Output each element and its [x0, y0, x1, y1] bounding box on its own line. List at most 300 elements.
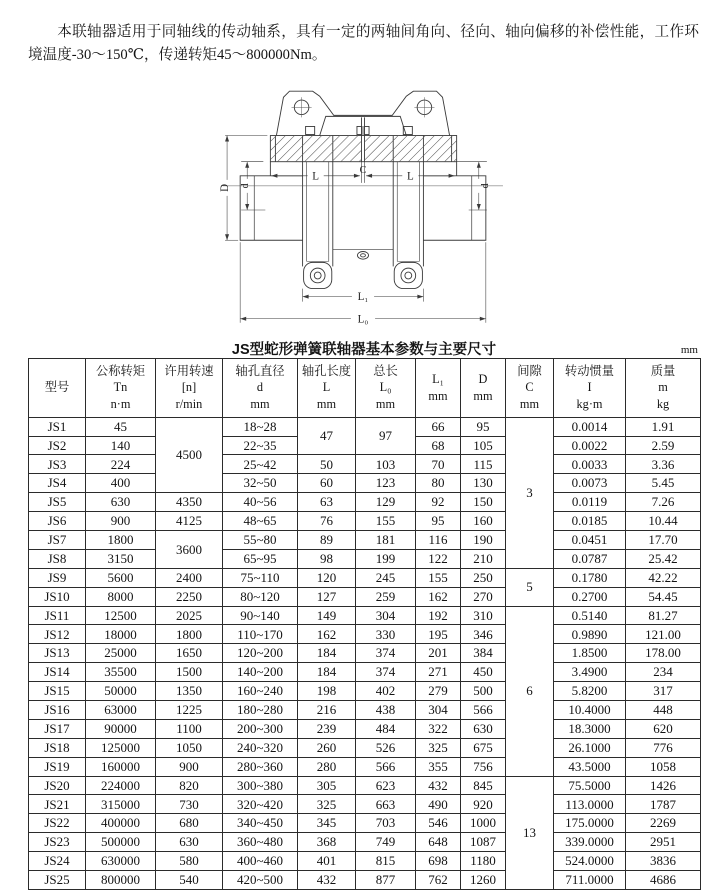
- table-cell: JS25: [29, 871, 86, 890]
- table-cell: 90~140: [223, 606, 298, 625]
- table-cell: 623: [356, 776, 416, 795]
- table-cell: 105: [461, 436, 506, 455]
- table-cell: 140: [86, 436, 156, 455]
- table-row: [29, 852, 701, 871]
- table-cell: 5.45: [626, 474, 701, 493]
- table-cell: 1350: [156, 682, 223, 701]
- table-cell: 7.26: [626, 493, 701, 512]
- table-cell: 0.1780: [554, 568, 626, 587]
- table-cell: 345: [298, 814, 356, 833]
- table-cell: 175.0000: [554, 814, 626, 833]
- table-cell: 260: [298, 738, 356, 757]
- table-cell: 68: [416, 436, 461, 455]
- table-cell: 360~480: [223, 833, 298, 852]
- column-header: L₁ mm: [416, 358, 461, 417]
- table-cell: 17.70: [626, 531, 701, 550]
- table-cell: 0.0185: [554, 512, 626, 531]
- table-cell: 1650: [156, 644, 223, 663]
- table-cell: 81.27: [626, 606, 701, 625]
- table-cell: 2400: [156, 568, 223, 587]
- table-cell: 703: [356, 814, 416, 833]
- table-cell: 1180: [461, 852, 506, 871]
- table-cell: 2025: [156, 606, 223, 625]
- hub-block-right: [423, 176, 485, 240]
- table-cell: 50000: [86, 682, 156, 701]
- table-cell: 0.5140: [554, 606, 626, 625]
- table-cell: 304: [356, 606, 416, 625]
- dim-label-L-left: L: [311, 170, 319, 183]
- table-row: [29, 455, 701, 474]
- table-cell: 450: [461, 663, 506, 682]
- table-cell: 310: [461, 606, 506, 625]
- table-cell: 80~120: [223, 587, 298, 606]
- table-row: [29, 531, 701, 550]
- table-cell: 35500: [86, 663, 156, 682]
- table-cell: 1800: [156, 625, 223, 644]
- table-cell: 25.42: [626, 549, 701, 568]
- table-cell: 1058: [626, 757, 701, 776]
- table-cell: 155: [416, 568, 461, 587]
- table-cell: 484: [356, 719, 416, 738]
- parameters-table: [28, 358, 701, 890]
- cover-outline: [276, 91, 449, 135]
- table-cell: 50: [298, 455, 356, 474]
- table-cell: 26.1000: [554, 738, 626, 757]
- table-cell: 4686: [626, 871, 701, 890]
- table-cell: 113.0000: [554, 795, 626, 814]
- table-cell: 900: [86, 512, 156, 531]
- column-header: D mm: [461, 358, 506, 417]
- table-row: [29, 871, 701, 890]
- dim-label-L0: L₀: [357, 313, 368, 326]
- table-row: [29, 474, 701, 493]
- table-cell: 500000: [86, 833, 156, 852]
- table-cell: 420~500: [223, 871, 298, 890]
- table-cell: 63000: [86, 701, 156, 720]
- table-cell: 150: [461, 493, 506, 512]
- table-cell: JS21: [29, 795, 86, 814]
- table-cell: JS4: [29, 474, 86, 493]
- table-cell: 1260: [461, 871, 506, 890]
- table-cell: 320~420: [223, 795, 298, 814]
- table-cell: 92: [416, 493, 461, 512]
- table-cell: 6: [506, 606, 554, 776]
- table-cell: 76: [298, 512, 356, 531]
- table-cell: JS9: [29, 568, 86, 587]
- table-cell: 2951: [626, 833, 701, 852]
- dim-label-L1: L₁: [357, 291, 368, 304]
- table-cell: 845: [461, 776, 506, 795]
- table-cell: 711.0000: [554, 871, 626, 890]
- table-cell: 580: [156, 852, 223, 871]
- table-cell: 304: [416, 701, 461, 720]
- table-cell: 32~50: [223, 474, 298, 493]
- table-cell: 18000: [86, 625, 156, 644]
- table-cell: 224000: [86, 776, 156, 795]
- table-cell: 95: [416, 512, 461, 531]
- table-cell: 162: [298, 625, 356, 644]
- table-cell: 438: [356, 701, 416, 720]
- table-cell: 239: [298, 719, 356, 738]
- table-cell: 216: [298, 701, 356, 720]
- table-cell: 1.8500: [554, 644, 626, 663]
- table-cell: 630: [461, 719, 506, 738]
- table-cell: 10.44: [626, 512, 701, 531]
- table-cell: 178.00: [626, 644, 701, 663]
- table-cell: 97: [356, 417, 416, 455]
- table-cell: 566: [461, 701, 506, 720]
- table-cell: 184: [298, 644, 356, 663]
- table-cell: 5600: [86, 568, 156, 587]
- table-cell: 877: [356, 871, 416, 890]
- table-cell: 524.0000: [554, 852, 626, 871]
- table-cell: 776: [626, 738, 701, 757]
- table-cell: 4500: [156, 417, 223, 493]
- table-cell: 103: [356, 455, 416, 474]
- table-cell: 500: [461, 682, 506, 701]
- dim-label-d-right: d: [479, 183, 491, 189]
- table-cell: JS16: [29, 701, 86, 720]
- table-title-row: [28, 338, 700, 356]
- table-cell: 90000: [86, 719, 156, 738]
- table-cell: 730: [156, 795, 223, 814]
- table-cell: 300~380: [223, 776, 298, 795]
- table-cell: 762: [416, 871, 461, 890]
- table-row: [29, 606, 701, 625]
- table-cell: 432: [416, 776, 461, 795]
- column-header: 总长 L₀ mm: [356, 358, 416, 417]
- table-cell: 224: [86, 455, 156, 474]
- table-cell: 48~65: [223, 512, 298, 531]
- table-cell: 149: [298, 606, 356, 625]
- boss-right: [394, 262, 422, 288]
- table-cell: 317: [626, 682, 701, 701]
- table-cell: 0.2700: [554, 587, 626, 606]
- table-cell: JS24: [29, 852, 86, 871]
- table-cell: 368: [298, 833, 356, 852]
- table-cell: 355: [416, 757, 461, 776]
- table-cell: 2250: [156, 587, 223, 606]
- table-cell: 210: [461, 549, 506, 568]
- table-cell: 259: [356, 587, 416, 606]
- table-cell: 3836: [626, 852, 701, 871]
- table-cell: 180~280: [223, 701, 298, 720]
- column-header: 型号: [29, 358, 86, 417]
- table-cell: 120~200: [223, 644, 298, 663]
- table-cell: 648: [416, 833, 461, 852]
- table-cell: 160: [461, 512, 506, 531]
- table-cell: 3600: [156, 531, 223, 569]
- table-cell: 123: [356, 474, 416, 493]
- table-cell: 13: [506, 776, 554, 889]
- table-cell: 160000: [86, 757, 156, 776]
- table-cell: 920: [461, 795, 506, 814]
- table-cell: 66: [416, 417, 461, 436]
- column-header: 转动惯量 I kg·m: [554, 358, 626, 417]
- table-cell: 43.5000: [554, 757, 626, 776]
- table-cell: 1787: [626, 795, 701, 814]
- table-cell: 280~360: [223, 757, 298, 776]
- dim-label-C: C: [359, 164, 366, 176]
- table-cell: 620: [626, 719, 701, 738]
- table-cell: 448: [626, 701, 701, 720]
- table-cell: 900: [156, 757, 223, 776]
- table-cell: 330: [356, 625, 416, 644]
- table-cell: JS11: [29, 606, 86, 625]
- table-cell: 0.0033: [554, 455, 626, 474]
- table-cell: 18.3000: [554, 719, 626, 738]
- table-cell: 305: [298, 776, 356, 795]
- table-cell: 8000: [86, 587, 156, 606]
- table-cell: 630: [156, 833, 223, 852]
- intro-text: 本联轴器适用于同轴线的传动轴系，具有一定的两轴间角向、径向、轴向偏移的补偿性能，工作环境温度-30～150℃，传递转矩45～800000Nm。: [28, 23, 699, 63]
- cover-inner: [319, 116, 406, 135]
- column-header: 轴孔直径 d mm: [223, 358, 298, 417]
- table-cell: 1.91: [626, 417, 701, 436]
- table-cell: 322: [416, 719, 461, 738]
- table-cell: 1225: [156, 701, 223, 720]
- table-cell: 10.4000: [554, 701, 626, 720]
- table-header-row: [29, 358, 701, 417]
- table-cell: JS3: [29, 455, 86, 474]
- table-cell: 162: [416, 587, 461, 606]
- table-cell: 279: [416, 682, 461, 701]
- table-cell: 42.22: [626, 568, 701, 587]
- table-cell: 0.0014: [554, 417, 626, 436]
- document-page: [0, 15, 725, 890]
- table-cell: 698: [416, 852, 461, 871]
- boss-left: [303, 262, 331, 288]
- table-cell: 340~450: [223, 814, 298, 833]
- table-cell: 630000: [86, 852, 156, 871]
- table-cell: 540: [156, 871, 223, 890]
- table-cell: 3: [506, 417, 554, 568]
- table-cell: 339.0000: [554, 833, 626, 852]
- table-cell: 815: [356, 852, 416, 871]
- table-cell: 98: [298, 549, 356, 568]
- unit-label: mm: [680, 343, 698, 356]
- table-row: [29, 587, 701, 606]
- coupling-figure: [217, 82, 509, 334]
- table-cell: 116: [416, 531, 461, 550]
- table-cell: 402: [356, 682, 416, 701]
- table-cell: 192: [416, 606, 461, 625]
- table-cell: JS20: [29, 776, 86, 795]
- table-cell: 130: [461, 474, 506, 493]
- table-cell: 1000: [461, 814, 506, 833]
- table-cell: 271: [416, 663, 461, 682]
- table-cell: 566: [356, 757, 416, 776]
- table-row: [29, 833, 701, 852]
- table-cell: JS12: [29, 625, 86, 644]
- table-cell: 129: [356, 493, 416, 512]
- table-cell: 800000: [86, 871, 156, 890]
- table-cell: 45: [86, 417, 156, 436]
- table-row: [29, 644, 701, 663]
- table-cell: JS10: [29, 587, 86, 606]
- table-cell: 40~56: [223, 493, 298, 512]
- table-cell: 47: [298, 417, 356, 455]
- table-cell: 198: [298, 682, 356, 701]
- center-plug: [357, 251, 368, 259]
- table-cell: 120: [298, 568, 356, 587]
- table-cell: 4350: [156, 493, 223, 512]
- table-row: [29, 568, 701, 587]
- table-cell: 325: [416, 738, 461, 757]
- hatching: [270, 135, 456, 161]
- table-row: [29, 701, 701, 720]
- table-cell: 401: [298, 852, 356, 871]
- table-title: JS型蛇形弹簧联轴器基本参数与主要尺寸: [231, 341, 497, 358]
- table-cell: 22~35: [223, 436, 298, 455]
- table-cell: 1800: [86, 531, 156, 550]
- table-cell: 400000: [86, 814, 156, 833]
- table-cell: 1087: [461, 833, 506, 852]
- table-cell: 115: [461, 455, 506, 474]
- table-cell: 526: [356, 738, 416, 757]
- table-row: [29, 625, 701, 644]
- table-cell: 195: [416, 625, 461, 644]
- table-cell: 25~42: [223, 455, 298, 474]
- table-cell: 546: [416, 814, 461, 833]
- table-cell: 820: [156, 776, 223, 795]
- table-cell: 490: [416, 795, 461, 814]
- table-cell: 0.0073: [554, 474, 626, 493]
- table-cell: 270: [461, 587, 506, 606]
- table-cell: JS6: [29, 512, 86, 531]
- coupling-diagram: [217, 82, 509, 329]
- table-cell: 121.00: [626, 625, 701, 644]
- table-cell: 250: [461, 568, 506, 587]
- table-cell: 80: [416, 474, 461, 493]
- table-cell: 675: [461, 738, 506, 757]
- table-cell: 25000: [86, 644, 156, 663]
- table-cell: 315000: [86, 795, 156, 814]
- table-cell: JS1: [29, 417, 86, 436]
- dim-label-L-right: L: [406, 170, 414, 183]
- table-cell: 400~460: [223, 852, 298, 871]
- table-cell: 3.36: [626, 455, 701, 474]
- column-header: 公称转矩 Tn n·m: [86, 358, 156, 417]
- table-cell: 0.0787: [554, 549, 626, 568]
- table-cell: 1100: [156, 719, 223, 738]
- table-cell: 155: [356, 512, 416, 531]
- table-row: [29, 776, 701, 795]
- table-cell: 630: [86, 493, 156, 512]
- table-row: [29, 738, 701, 757]
- table-cell: 125000: [86, 738, 156, 757]
- table-row: [29, 682, 701, 701]
- table-cell: JS17: [29, 719, 86, 738]
- table-cell: JS18: [29, 738, 86, 757]
- table-row: [29, 757, 701, 776]
- table-cell: 190: [461, 531, 506, 550]
- table-cell: JS5: [29, 493, 86, 512]
- table-cell: 3150: [86, 549, 156, 568]
- fastener-left: [305, 126, 314, 134]
- table-row: [29, 549, 701, 568]
- table-cell: 756: [461, 757, 506, 776]
- table-cell: 663: [356, 795, 416, 814]
- table-cell: 374: [356, 663, 416, 682]
- table-cell: 5: [506, 568, 554, 606]
- table-cell: 110~170: [223, 625, 298, 644]
- table-row: [29, 795, 701, 814]
- table-row: [29, 814, 701, 833]
- table-cell: 5.8200: [554, 682, 626, 701]
- table-cell: 54.45: [626, 587, 701, 606]
- table-cell: 70: [416, 455, 461, 474]
- column-header: 间隙 C mm: [506, 358, 554, 417]
- table-cell: 0.0022: [554, 436, 626, 455]
- table-cell: 240~320: [223, 738, 298, 757]
- table-cell: 12500: [86, 606, 156, 625]
- table-cell: 140~200: [223, 663, 298, 682]
- table-cell: 181: [356, 531, 416, 550]
- table-cell: 127: [298, 587, 356, 606]
- column-header: 质量 m kg: [626, 358, 701, 417]
- table-cell: 63: [298, 493, 356, 512]
- table-row: [29, 512, 701, 531]
- table-row: [29, 493, 701, 512]
- table-cell: 55~80: [223, 531, 298, 550]
- table-cell: 1426: [626, 776, 701, 795]
- table-cell: 201: [416, 644, 461, 663]
- table-cell: 384: [461, 644, 506, 663]
- table-cell: 432: [298, 871, 356, 890]
- table-cell: 160~240: [223, 682, 298, 701]
- table-cell: JS19: [29, 757, 86, 776]
- table-cell: JS2: [29, 436, 86, 455]
- table-cell: 0.9890: [554, 625, 626, 644]
- table-cell: 4125: [156, 512, 223, 531]
- dim-label-d-left: d: [239, 183, 251, 189]
- table-cell: 2269: [626, 814, 701, 833]
- table-cell: 1050: [156, 738, 223, 757]
- table-row: [29, 417, 701, 436]
- table-row: [29, 719, 701, 738]
- table-cell: 18~28: [223, 417, 298, 436]
- flange-band: [270, 135, 456, 161]
- table-cell: 89: [298, 531, 356, 550]
- table-cell: 1500: [156, 663, 223, 682]
- column-header: 轴孔长度 L mm: [298, 358, 356, 417]
- table-cell: 0.0119: [554, 493, 626, 512]
- table-cell: 680: [156, 814, 223, 833]
- column-header: 许用转速 [n] r/min: [156, 358, 223, 417]
- table-cell: 60: [298, 474, 356, 493]
- table-cell: JS8: [29, 549, 86, 568]
- dim-label-D: D: [218, 183, 231, 192]
- table-cell: 400: [86, 474, 156, 493]
- table-cell: 374: [356, 644, 416, 663]
- table-cell: JS15: [29, 682, 86, 701]
- table-cell: 3.4900: [554, 663, 626, 682]
- table-cell: 75~110: [223, 568, 298, 587]
- table-row: [29, 663, 701, 682]
- table-cell: JS22: [29, 814, 86, 833]
- table-body: [29, 417, 701, 889]
- table-cell: 95: [461, 417, 506, 436]
- table-cell: 122: [416, 549, 461, 568]
- table-cell: JS7: [29, 531, 86, 550]
- table-cell: 325: [298, 795, 356, 814]
- table-cell: JS13: [29, 644, 86, 663]
- table-cell: 245: [356, 568, 416, 587]
- table-cell: 75.5000: [554, 776, 626, 795]
- table-cell: 199: [356, 549, 416, 568]
- table-cell: 184: [298, 663, 356, 682]
